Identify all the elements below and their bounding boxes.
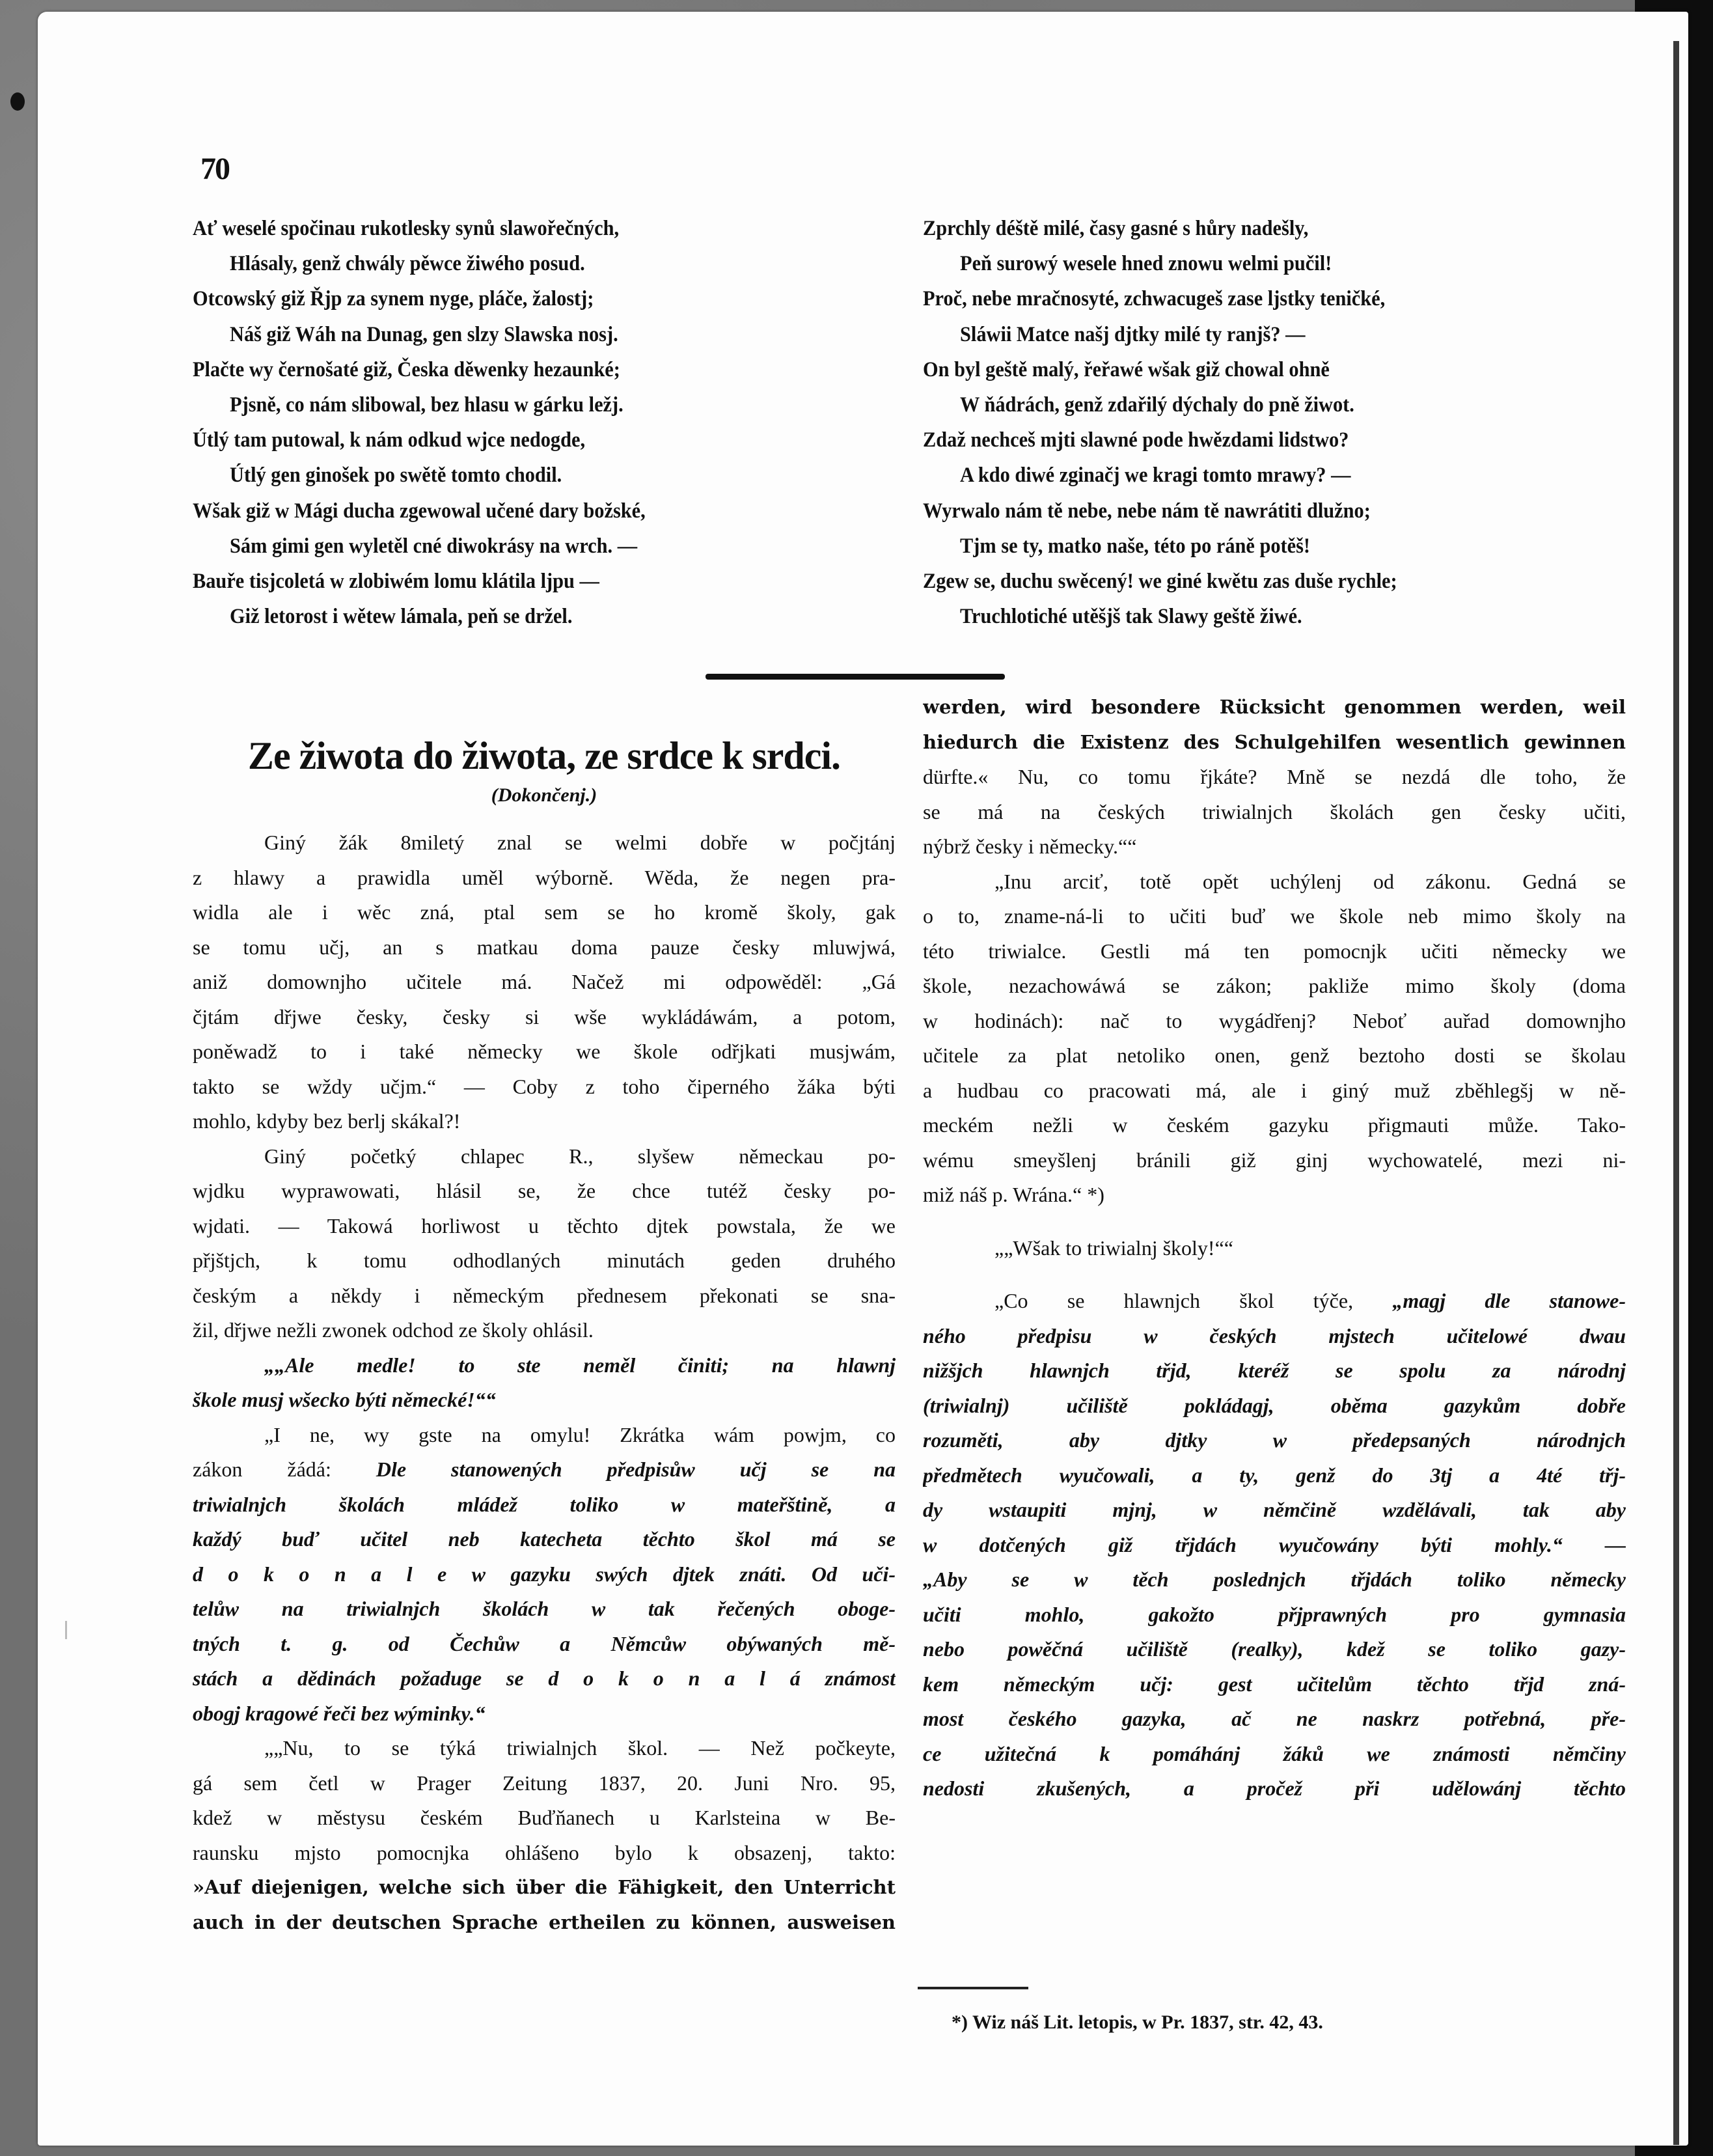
text-line: předmětech wyučowali, a ty, genž do 3tj a 4té třj-: [923, 1463, 1626, 1487]
article-subtitle: (Dokončenj.): [491, 784, 597, 806]
poem-verse-line: Wšak giž w Mági ducha zgewowal učené dary božské,: [193, 499, 646, 523]
text-line: kdež w městysu českém Buďňanech u Karlsteina w Be-: [193, 1806, 896, 1829]
poem-verse-line: W ňádrách, genž zdařilý dýchaly do pně žiwot.: [960, 393, 1354, 417]
text-line: most českého gazyka, ač ne naskrz potřebná, pře-: [923, 1707, 1626, 1730]
text-line: auch in der deutschen Sprache ertheilen zu können, ausweisen: [193, 1911, 896, 1933]
text-line: škole, nezachowáwá se zákon; pakliže mimo školy (doma: [923, 974, 1626, 997]
text-line: „„Ale medle! to ste neměl činiti; na hlawnj: [264, 1353, 896, 1377]
poem-verse-line: Ať weselé spočinau rukotlesky synů slawořečných,: [193, 217, 620, 240]
poem-left-column: [193, 211, 646, 634]
text-line: „I ne, wy gste na omylu! Zkrátka wám powjm, co: [264, 1422, 896, 1446]
text-line: miž náš p. Wrána.“ *): [923, 1183, 1104, 1206]
poem-verse-line: Giž letorost i wětew lámala, peň se držel.: [230, 605, 573, 629]
text-line: telůw na triwialnjch školách w tak řečených oboge-: [193, 1597, 896, 1620]
poem-verse-line: Plačte wy černošaté giž, Česka děwenky hezaunké;: [193, 357, 620, 381]
poem-verse-line: Náš giž Wáh na Dunag, gen slzy Slawska nosj.: [230, 322, 618, 346]
article-left-column: [193, 729, 896, 1940]
text-line: kem německým učj: gest učitelům těchto třjd zná-: [923, 1672, 1626, 1696]
article-right-body: [923, 690, 1626, 1806]
text-line: ce užitečná k pomáhánj žáků we známosti němčiny: [923, 1741, 1626, 1765]
text-line: nebo powěčná učiliště (realky), kdež se toliko gazy-: [923, 1637, 1626, 1661]
poem-verse-line: Útlý tam putowal, k nám odkud wjce nedogde,: [193, 428, 586, 452]
emphasized-text: Dle stanowených předpisůw učj se na: [376, 1458, 896, 1481]
paragraph-gap: [923, 1213, 1626, 1231]
emphasized-text: „magj dle stanowe-: [1392, 1289, 1626, 1312]
text-line: takto se wždy učjm.“ — Coby z toho čiperného žáka býti: [193, 1074, 896, 1098]
text-line: raunsku mjsto pomocnjka ohlášeno bylo k obsazenj, takto:: [193, 1840, 896, 1864]
text-line: z hlawy a prawidla uměl wýborně. Wěda, že negen pra-: [193, 865, 896, 889]
text-line: widla ale i wěc zná, ptal sem se ho kromě školy, gak: [193, 900, 896, 924]
poem-verse-line: Tjm se ty, matko naše, této po ráně potěš!: [960, 534, 1311, 558]
poem-verse-line: Proč, nebe mračnosyté, zchwacugeš zase ljstky teničké,: [923, 287, 1386, 311]
text-line: nýbrž česky i německy.““: [923, 835, 1137, 858]
text-line: stách a dědinách požaduge se d o k o n a l á známost: [193, 1666, 896, 1690]
article-title: Ze žiwota do žiwota, ze srdce k srdci.: [247, 734, 841, 777]
text-line: českým a někdy i německým přednesem překonati se sna-: [193, 1283, 896, 1307]
text-line: wjdati. — Takowá horliwost u těchto djtek powstala, že we: [193, 1213, 896, 1237]
text-line: poněwadž to i také německy we škole odřjkati musjwám,: [193, 1040, 896, 1063]
poem-right-column: [923, 211, 1397, 634]
text-line: každý buď učitel neb katecheta těchto škol má se: [193, 1527, 896, 1551]
poem-verse-line: On byl geště malý, řeřawé wšak giž chowal ohně: [923, 357, 1330, 381]
plain-text: „Co se hlawnjch škol týče,: [994, 1289, 1393, 1312]
poem-verse-line: Otcowský giž Řjp za synem nyge, pláče, žalostj;: [193, 287, 594, 311]
text-line: werden, wird besondere Rücksicht genommen werden, weil: [923, 696, 1626, 718]
text-line: ného předpisu w českých mjstech učitelowé dwau: [923, 1323, 1626, 1348]
text-line: této triwialce. Gestli má ten pomocnjk učiti německy we: [923, 939, 1626, 963]
poem-verse-line: Sláwii Matce našj djtky milé ty ranjš? —: [960, 322, 1306, 346]
text-line: se tomu učj, an s matkau doma pauze česky mluwjwá,: [193, 935, 896, 959]
text-line: „„Nu, to se týká triwialnjch škol. — Než počkeyte,: [264, 1736, 896, 1760]
poem-verse-line: Hlásaly, genž chwály pěwce žiwého posud.: [230, 252, 585, 276]
text-line: hiedurch die Existenz des Schulgehilfen wesentlich gewinnen: [923, 730, 1626, 753]
text-line: učitele za plat netoliko onen, genž beztoho dosti se školau: [923, 1043, 1626, 1067]
text-line: Giný početký chlapec R., slyšew německau po-: [264, 1144, 896, 1168]
poem-verse-line: Bauře tisjcoletá w zlobiwém lomu klátila ljpu —: [193, 570, 599, 594]
text-line: wému smeyšlenj bránili giž ginj wychowatelé, mezi ni-: [923, 1148, 1626, 1172]
text-line: »Auf diejenigen, welche sich über die Fähigkeit, den Unterricht: [193, 1876, 896, 1898]
text-line: (triwialnj) učiliště pokládagj, oběma gazykům dobře: [923, 1393, 1626, 1417]
binding-hole-mark: [10, 92, 25, 111]
scan-speck: [65, 1621, 67, 1639]
poem-verse-line: Pjsně, co nám slibowal, bez hlasu w gárku ležj.: [230, 393, 624, 417]
text-line: žil, dřjwe nežli zwonek odchod ze školy ohlásil.: [193, 1318, 594, 1342]
text-line: nedosti zkušených, a pročež při udělowánj těchto: [923, 1776, 1626, 1800]
text-line: tných t. g. od Čechůw a Němcůw obýwaných mě-: [193, 1631, 896, 1655]
page-number: 70: [200, 152, 229, 186]
paragraph-gap: [923, 1265, 1626, 1284]
text-line: d o k o n a l e w gazyku swých djtek znáti. Od uči-: [193, 1562, 896, 1586]
text-line: [923, 1284, 1626, 1319]
text-line: „„Wšak to triwialnj školy!““: [994, 1236, 1233, 1260]
text-line: se má na českých triwialnjch školách gen česky učiti,: [923, 799, 1626, 823]
text-line: [193, 1452, 896, 1487]
text-line: dürfte.« Nu, co tomu řjkáte? Mně se nezdá dle toho, že: [923, 765, 1626, 788]
text-line: učiti mohlo, gakožto přjprawných pro gymnasia: [923, 1602, 1626, 1626]
text-line: aniž domownjho učitele má. Načež mi odpowěděl: „Gá: [193, 970, 896, 993]
poem-verse-line: Sám gimi gen wyletěl cné diwokrásy na wrch. —: [230, 534, 638, 558]
poem-verse-line: Truchlotiché utěšjš tak Slawy geště žiwé.: [960, 605, 1302, 629]
text-line: wjdku wyprawowati, hlásil se, že chce tutéž česky po-: [193, 1179, 896, 1202]
poem-verse-line: Útlý gen ginošek po swětě tomto chodil.: [230, 463, 562, 488]
text-line: rozuměti, aby djtky w předepsaných národnjch: [923, 1428, 1626, 1452]
article-right-column: [923, 690, 1626, 1806]
text-line: obogj kragowé řeči bez wýminky.“: [193, 1701, 486, 1725]
poem-verse-line: Zdaž nechceš mjti slawné pode hwězdami lidstwo?: [923, 428, 1349, 452]
plain-text: zákon žádá:: [193, 1458, 376, 1481]
text-line: triwialnjch školách mládež toliko w mateřštině, a: [193, 1492, 896, 1516]
text-line: gá sem četl w Prager Zeitung 1837, 20. Juni Nro. 95,: [193, 1771, 896, 1795]
poem-verse-line: Zgew se, duchu swěcený! we giné kwětu zas duše rychle;: [923, 570, 1397, 594]
text-line: „Aby se w těch poslednjch třjdách toliko německy: [923, 1568, 1626, 1591]
text-line: Giný žák 8miletý znal se welmi dobře w počjtánj: [264, 831, 896, 854]
text-line: w hodinách): nač to wygádřenj? Neboť auřad domownjho: [923, 1008, 1626, 1032]
poem-verse-line: Peň surowý wesele hned znowu welmi pučil!: [960, 252, 1332, 276]
text-line: o to, zname-ná-li to učiti buď we škole neb mimo školy na: [923, 904, 1626, 928]
poem-verse-line: Wyrwalo nám tě nebe, nebe nám tě nawrátiti dlužno;: [923, 499, 1371, 523]
text-line: škole musj wšecko býti německé!““: [193, 1388, 496, 1411]
text-line: „Inu arciť, totě opět uchýlenj od zákonu. Gedná se: [994, 869, 1626, 893]
text-line: čjtám dřjwe česky, česky si wše wykládáwám, a potom,: [193, 1004, 896, 1029]
text-line: přjštjch, k tomu odhodlaných minutách geden druhého: [193, 1249, 896, 1272]
text-line: a hudbau co pracowati má, ale i giný muž zběhlegšj w ně-: [923, 1078, 1626, 1102]
section-divider-rule: [706, 674, 1005, 680]
text-line: mohlo, kdyby bez berlj skákal?!: [193, 1109, 461, 1133]
poem-verse-line: Zprchly déště milé, časy gasné s hůry nadešly,: [923, 217, 1309, 240]
poem-verse-line: A kdo diwé zginačj we kragi tomto mrawy? —: [960, 463, 1351, 488]
text-line: nižšjch hlawnjch třjd, kteréž se spolu za národnj: [923, 1359, 1626, 1382]
footnote-rule: [918, 1987, 1028, 1989]
article-left-body: [193, 825, 896, 1940]
text-line: meckém nežli w českém gazyku přigmauti může. Tako-: [923, 1113, 1626, 1137]
page-edge-shadow: [1673, 41, 1679, 2145]
footnote: *) Wiz náš Lit. letopis, w Pr. 1837, str. 42, 43.: [952, 2011, 1323, 2033]
text-line: dy wstaupiti mjnj, w němčině wzdělávali, tak aby: [923, 1498, 1626, 1521]
text-line: w dotčených giž třjdách wyučowány býti mohly.“ —: [923, 1532, 1626, 1556]
